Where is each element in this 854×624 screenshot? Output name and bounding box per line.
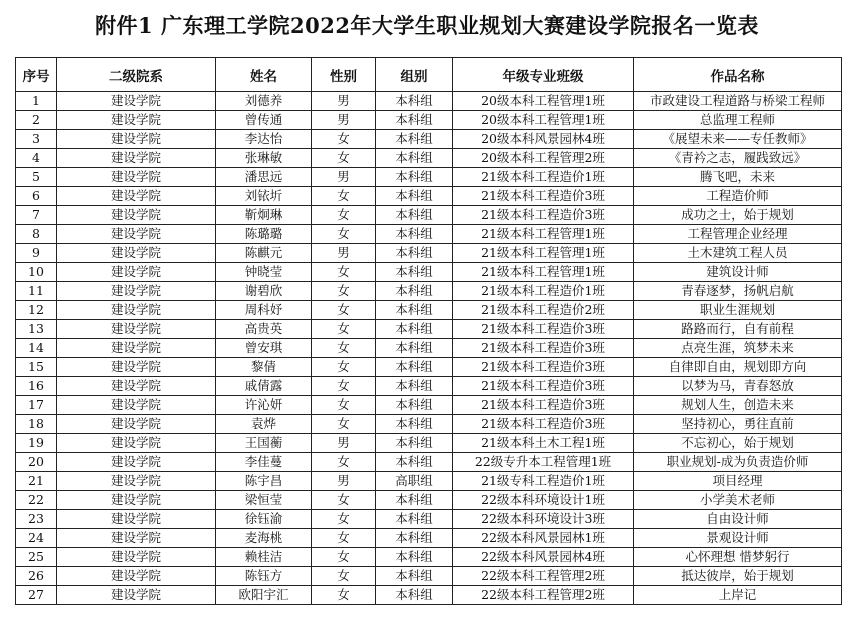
cell-index: 25 <box>16 548 57 567</box>
cell-work-title: 市政建设工程道路与桥梁工程师 <box>634 92 842 111</box>
table-row <box>16 358 842 377</box>
cell-gender: 女 <box>312 339 376 358</box>
table-row <box>16 415 842 434</box>
document-title: 附件1 广东理工学院2022年大学生职业规划大赛建设学院报名一览表 <box>95 13 759 38</box>
header-name: 姓名 <box>216 58 312 92</box>
cell-name: 麦海桃 <box>216 529 312 548</box>
table-row <box>16 282 842 301</box>
cell-name: 黎倩 <box>216 358 312 377</box>
cell-department: 建设学院 <box>57 263 216 282</box>
cell-index: 27 <box>16 586 57 605</box>
cell-gender: 男 <box>312 92 376 111</box>
cell-class: 21级本科工程造价3班 <box>453 415 634 434</box>
cell-work-title: 土木建筑工程人员 <box>634 244 842 263</box>
cell-department: 建设学院 <box>57 586 216 605</box>
cell-class: 21级本科工程造价3班 <box>453 396 634 415</box>
cell-work-title: 景观设计师 <box>634 529 842 548</box>
cell-index: 5 <box>16 168 57 187</box>
cell-index: 16 <box>16 377 57 396</box>
cell-group: 本科组 <box>376 586 453 605</box>
cell-name: 袁烨 <box>216 415 312 434</box>
cell-department: 建设学院 <box>57 130 216 149</box>
cell-work-title: 规划人生，创造未来 <box>634 396 842 415</box>
cell-work-title: 抵达彼岸，始于规划 <box>634 567 842 586</box>
cell-name: 李达怡 <box>216 130 312 149</box>
cell-index: 6 <box>16 187 57 206</box>
cell-name: 靳炯琳 <box>216 206 312 225</box>
cell-gender: 女 <box>312 415 376 434</box>
cell-work-title: 工程造价师 <box>634 187 842 206</box>
cell-name: 欧阳宇汇 <box>216 586 312 605</box>
cell-group: 本科组 <box>376 92 453 111</box>
cell-work-title: 自由设计师 <box>634 510 842 529</box>
cell-department: 建设学院 <box>57 92 216 111</box>
cell-class: 22级专升本工程管理1班 <box>453 453 634 472</box>
cell-index: 10 <box>16 263 57 282</box>
cell-department: 建设学院 <box>57 510 216 529</box>
registration-table <box>15 57 842 605</box>
table-row <box>16 396 842 415</box>
cell-gender: 男 <box>312 111 376 130</box>
cell-group: 高职组 <box>376 472 453 491</box>
cell-group: 本科组 <box>376 130 453 149</box>
cell-work-title: 小学美术老师 <box>634 491 842 510</box>
cell-department: 建设学院 <box>57 453 216 472</box>
cell-name: 钟晓莹 <box>216 263 312 282</box>
cell-department: 建设学院 <box>57 548 216 567</box>
table-row <box>16 225 842 244</box>
cell-class: 21级本科土木工程1班 <box>453 434 634 453</box>
header-class: 年级专业班级 <box>453 58 634 92</box>
cell-gender: 女 <box>312 187 376 206</box>
cell-index: 7 <box>16 206 57 225</box>
cell-work-title: 青春逐梦，扬帆启航 <box>634 282 842 301</box>
cell-index: 4 <box>16 149 57 168</box>
cell-work-title: 总监理工程师 <box>634 111 842 130</box>
cell-department: 建设学院 <box>57 529 216 548</box>
cell-work-title: 腾飞吧，未来 <box>634 168 842 187</box>
cell-gender: 女 <box>312 301 376 320</box>
cell-group: 本科组 <box>376 339 453 358</box>
cell-class: 20级本科工程管理2班 <box>453 149 634 168</box>
cell-group: 本科组 <box>376 396 453 415</box>
header-work-title: 作品名称 <box>634 58 842 92</box>
cell-name: 王国蘅 <box>216 434 312 453</box>
cell-index: 8 <box>16 225 57 244</box>
table-row <box>16 111 842 130</box>
cell-group: 本科组 <box>376 111 453 130</box>
cell-group: 本科组 <box>376 491 453 510</box>
table-row <box>16 434 842 453</box>
cell-name: 徐钰渝 <box>216 510 312 529</box>
cell-work-title: 项目经理 <box>634 472 842 491</box>
table-row <box>16 168 842 187</box>
cell-class: 21级本科工程造价3班 <box>453 206 634 225</box>
cell-gender: 女 <box>312 453 376 472</box>
cell-department: 建设学院 <box>57 225 216 244</box>
cell-gender: 女 <box>312 548 376 567</box>
cell-department: 建设学院 <box>57 472 216 491</box>
cell-name: 陈麒元 <box>216 244 312 263</box>
cell-class: 21级本科工程造价1班 <box>453 168 634 187</box>
cell-work-title: 心怀理想 惜梦躬行 <box>634 548 842 567</box>
cell-index: 20 <box>16 453 57 472</box>
table-row <box>16 320 842 339</box>
cell-work-title: 以梦为马，青春怒放 <box>634 377 842 396</box>
cell-department: 建设学院 <box>57 244 216 263</box>
table-body <box>16 92 842 605</box>
cell-department: 建设学院 <box>57 567 216 586</box>
cell-gender: 男 <box>312 434 376 453</box>
cell-work-title: 工程管理企业经理 <box>634 225 842 244</box>
cell-index: 2 <box>16 111 57 130</box>
cell-department: 建设学院 <box>57 377 216 396</box>
cell-group: 本科组 <box>376 225 453 244</box>
cell-name: 曾安琪 <box>216 339 312 358</box>
cell-gender: 女 <box>312 206 376 225</box>
table-row <box>16 263 842 282</box>
cell-gender: 女 <box>312 529 376 548</box>
table-row <box>16 130 842 149</box>
cell-group: 本科组 <box>376 206 453 225</box>
cell-index: 21 <box>16 472 57 491</box>
cell-index: 12 <box>16 301 57 320</box>
cell-group: 本科组 <box>376 453 453 472</box>
cell-class: 22级本科工程管理2班 <box>453 586 634 605</box>
cell-class: 21级本科工程造价1班 <box>453 282 634 301</box>
cell-gender: 女 <box>312 510 376 529</box>
cell-group: 本科组 <box>376 282 453 301</box>
cell-gender: 女 <box>312 586 376 605</box>
cell-gender: 女 <box>312 149 376 168</box>
table-row <box>16 472 842 491</box>
cell-index: 14 <box>16 339 57 358</box>
cell-group: 本科组 <box>376 187 453 206</box>
cell-name: 许沁妍 <box>216 396 312 415</box>
cell-index: 15 <box>16 358 57 377</box>
cell-class: 20级本科风景园林4班 <box>453 130 634 149</box>
cell-class: 20级本科工程管理1班 <box>453 92 634 111</box>
cell-group: 本科组 <box>376 244 453 263</box>
cell-name: 张琳敏 <box>216 149 312 168</box>
cell-work-title: 自律即自由，规划即方向 <box>634 358 842 377</box>
cell-group: 本科组 <box>376 510 453 529</box>
cell-department: 建设学院 <box>57 187 216 206</box>
cell-group: 本科组 <box>376 529 453 548</box>
cell-department: 建设学院 <box>57 282 216 301</box>
table-row <box>16 301 842 320</box>
cell-name: 梁恒莹 <box>216 491 312 510</box>
cell-gender: 女 <box>312 225 376 244</box>
table-row <box>16 244 842 263</box>
cell-class: 21级本科工程造价3班 <box>453 320 634 339</box>
cell-index: 9 <box>16 244 57 263</box>
cell-name: 高贵英 <box>216 320 312 339</box>
cell-department: 建设学院 <box>57 149 216 168</box>
cell-class: 21级本科工程造价3班 <box>453 187 634 206</box>
cell-class: 22级本科环境设计1班 <box>453 491 634 510</box>
table-row <box>16 453 842 472</box>
cell-group: 本科组 <box>376 434 453 453</box>
cell-name: 刘德养 <box>216 92 312 111</box>
cell-department: 建设学院 <box>57 111 216 130</box>
cell-index: 18 <box>16 415 57 434</box>
cell-work-title: 《展望未来——专任教师》 <box>634 130 842 149</box>
cell-group: 本科组 <box>376 301 453 320</box>
cell-class: 20级本科工程管理1班 <box>453 111 634 130</box>
table-row <box>16 92 842 111</box>
cell-class: 21级本科工程管理1班 <box>453 244 634 263</box>
cell-gender: 女 <box>312 130 376 149</box>
cell-group: 本科组 <box>376 377 453 396</box>
cell-class: 22级本科工程管理2班 <box>453 567 634 586</box>
cell-group: 本科组 <box>376 263 453 282</box>
cell-gender: 女 <box>312 358 376 377</box>
cell-gender: 女 <box>312 396 376 415</box>
cell-index: 3 <box>16 130 57 149</box>
cell-gender: 男 <box>312 244 376 263</box>
cell-index: 17 <box>16 396 57 415</box>
cell-department: 建设学院 <box>57 358 216 377</box>
cell-index: 13 <box>16 320 57 339</box>
cell-class: 22级本科环境设计3班 <box>453 510 634 529</box>
cell-name: 刘铱圻 <box>216 187 312 206</box>
cell-class: 21级本科工程管理1班 <box>453 225 634 244</box>
cell-gender: 女 <box>312 282 376 301</box>
cell-class: 21级本科工程造价3班 <box>453 339 634 358</box>
table-row <box>16 510 842 529</box>
cell-name: 潘思远 <box>216 168 312 187</box>
cell-department: 建设学院 <box>57 301 216 320</box>
cell-name: 李佳蔓 <box>216 453 312 472</box>
cell-index: 22 <box>16 491 57 510</box>
cell-class: 21级本科工程造价2班 <box>453 301 634 320</box>
cell-department: 建设学院 <box>57 434 216 453</box>
cell-class: 21级本科工程管理1班 <box>453 263 634 282</box>
header-gender: 性别 <box>312 58 376 92</box>
table-row <box>16 187 842 206</box>
cell-name: 曾传通 <box>216 111 312 130</box>
cell-group: 本科组 <box>376 567 453 586</box>
cell-work-title: 不忘初心，始于规划 <box>634 434 842 453</box>
cell-name: 陈宇昌 <box>216 472 312 491</box>
table-row <box>16 339 842 358</box>
cell-group: 本科组 <box>376 358 453 377</box>
cell-class: 22级本科风景园林4班 <box>453 548 634 567</box>
cell-group: 本科组 <box>376 149 453 168</box>
cell-work-title: 建筑设计师 <box>634 263 842 282</box>
cell-work-title: 路路而行，自有前程 <box>634 320 842 339</box>
header-group: 组别 <box>376 58 453 92</box>
cell-class: 21级本科工程造价3班 <box>453 358 634 377</box>
cell-work-title: 成功之士，始于规划 <box>634 206 842 225</box>
table-row <box>16 206 842 225</box>
cell-department: 建设学院 <box>57 206 216 225</box>
cell-group: 本科组 <box>376 168 453 187</box>
cell-class: 21级本科工程造价3班 <box>453 377 634 396</box>
cell-work-title: 职业生涯规划 <box>634 301 842 320</box>
cell-department: 建设学院 <box>57 415 216 434</box>
cell-department: 建设学院 <box>57 491 216 510</box>
cell-gender: 女 <box>312 491 376 510</box>
cell-department: 建设学院 <box>57 339 216 358</box>
cell-index: 11 <box>16 282 57 301</box>
cell-department: 建设学院 <box>57 396 216 415</box>
cell-name: 谢碧欣 <box>216 282 312 301</box>
table-row <box>16 567 842 586</box>
table-header-row <box>16 58 842 92</box>
cell-gender: 女 <box>312 377 376 396</box>
cell-work-title: 职业规划-成为负责造价师 <box>634 453 842 472</box>
cell-gender: 女 <box>312 320 376 339</box>
table-row <box>16 548 842 567</box>
table-row <box>16 586 842 605</box>
cell-gender: 女 <box>312 567 376 586</box>
cell-group: 本科组 <box>376 415 453 434</box>
cell-name: 陈璐璐 <box>216 225 312 244</box>
cell-work-title: 《青衿之志，履践致远》 <box>634 149 842 168</box>
table-row <box>16 491 842 510</box>
cell-work-title: 上岸记 <box>634 586 842 605</box>
table-row <box>16 149 842 168</box>
header-index: 序号 <box>16 58 57 92</box>
cell-name: 陈钰方 <box>216 567 312 586</box>
cell-work-title: 坚持初心，勇往直前 <box>634 415 842 434</box>
cell-name: 周科妤 <box>216 301 312 320</box>
cell-gender: 男 <box>312 472 376 491</box>
cell-index: 26 <box>16 567 57 586</box>
table-row <box>16 529 842 548</box>
cell-index: 1 <box>16 92 57 111</box>
cell-class: 21级专科工程造价1班 <box>453 472 634 491</box>
cell-name: 戚倩露 <box>216 377 312 396</box>
cell-index: 23 <box>16 510 57 529</box>
cell-gender: 男 <box>312 168 376 187</box>
table-row <box>16 377 842 396</box>
cell-group: 本科组 <box>376 320 453 339</box>
cell-name: 赖桂洁 <box>216 548 312 567</box>
header-department: 二级院系 <box>57 58 216 92</box>
cell-index: 19 <box>16 434 57 453</box>
cell-department: 建设学院 <box>57 320 216 339</box>
cell-index: 24 <box>16 529 57 548</box>
cell-group: 本科组 <box>376 548 453 567</box>
cell-class: 22级本科风景园林1班 <box>453 529 634 548</box>
cell-gender: 女 <box>312 263 376 282</box>
cell-department: 建设学院 <box>57 168 216 187</box>
cell-work-title: 点亮生涯，筑梦未来 <box>634 339 842 358</box>
